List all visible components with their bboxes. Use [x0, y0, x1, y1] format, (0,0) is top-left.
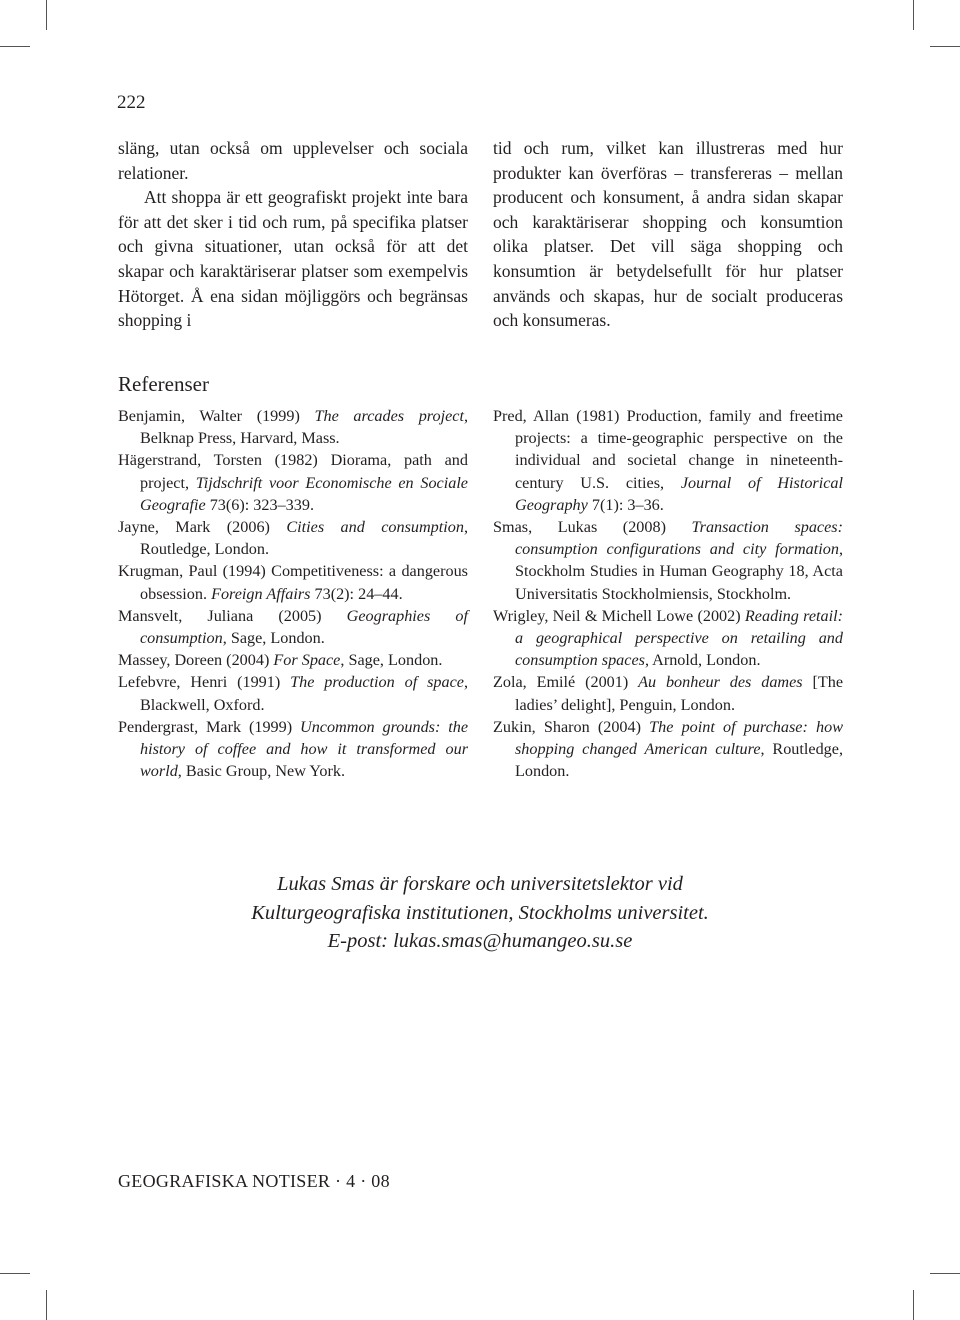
reference-entry: Jayne, Mark (2006) Cities and consumption, Routledge, London. [118, 518, 468, 559]
reference-entry: Hägerstrand, Torsten (1982) Diorama, path and project, Tijdschrift voor Economische en Sociale Geografie 73(6): 323–339. [118, 451, 468, 514]
reference-entry: Krugman, Paul (1994) Competitiveness: a dangerous obsession. Foreign Affairs 73(2): 24–44. [118, 562, 468, 603]
crop-mark [930, 46, 960, 47]
references-heading: Referenser [118, 372, 209, 396]
page-number: 222 [117, 92, 146, 113]
author-note-line: Kulturgeografiska institutionen, Stockholms universitet. [251, 901, 709, 924]
body-column-right [493, 136, 843, 333]
crop-mark [0, 1273, 30, 1274]
reference-entry: Pred, Allan (1981) Production, family and freetime projects: a time-geographic perspective on the individual and societal change in nineteenth-century U.S. cities, Journal of Historical Geography 7(1): 3–36. [493, 407, 843, 514]
reference-entry: Zola, Emilé (2001) Au bonheur des dames [The ladies’ delight], Penguin, London. [493, 673, 844, 714]
reference-entry: Lefebvre, Henri (1991) The production of space, Blackwell, Oxford. [118, 673, 468, 714]
reference-entry: Mansvelt, Juliana (2005) Geographies of consumption, Sage, London. [118, 606, 468, 648]
reference-entry: Wrigley, Neil & Michell Lowe (2002) Reading retail: a geographical perspective on retailing and consumption spaces, Arnold, London. [493, 606, 843, 670]
journal-footer: GEOGRAFISKA NOTISER · 4 · 08 [118, 1171, 390, 1191]
references-column-right [493, 405, 843, 782]
reference-entry: Benjamin, Walter (1999) The arcades project, Belknap Press, Harvard, Mass. [118, 407, 468, 448]
crop-mark [46, 0, 47, 30]
reference-entry: Massey, Doreen (2004) For Space, Sage, London. [118, 651, 443, 670]
reference-entry: Smas, Lukas (2008) Transaction spaces: consumption configurations and city formation, Stockholm Studies in Human Geography 18, Acta Universitatis Stockholmiensis, Stockholm. [493, 518, 843, 603]
crop-mark [46, 1290, 47, 1320]
crop-mark [913, 0, 914, 30]
reference-entry: Zukin, Sharon (2004) The point of purchase: how shopping changed American culture, Routledge, London. [493, 717, 843, 781]
author-note [0, 870, 960, 956]
crop-mark [0, 46, 30, 47]
body-paragraph: släng, utan också om upplevelser och sociala relationer. [118, 138, 468, 183]
crop-mark [930, 1273, 960, 1274]
body-paragraph: tid och rum, vilket kan illustreras med hur produkter kan överföras – transfereras – mellan producent och konsument, å andra sidan skapar och karaktäriserar shopping och konsumtion olika platser. Det vill säga shopping och konsumtion är betydelsefullt för hur platser används och skapas, hur de socialt produceras och konsumeras. [493, 138, 843, 331]
author-note-line: Lukas Smas är forskare och universitetslektor vid [277, 873, 683, 895]
references-column-left [118, 405, 468, 782]
body-paragraph: Att shoppa är ett geografiskt projekt inte bara för att det sker i tid och rum, på specifika platser och givna situationer, utan också för att det skapar och karaktäriserar platser som exempelvis Hötorget. Å ena sidan möjliggörs och begränsas shopping i [118, 187, 468, 331]
crop-mark [913, 1290, 914, 1320]
reference-entry: Pendergrast, Mark (1999) Uncommon grounds: the history of coffee and how it transformed our world, Basic Group, New York. [118, 717, 469, 781]
body-column-left [118, 136, 468, 333]
author-email: E-post: lukas.smas@humangeo.su.se [327, 930, 633, 952]
